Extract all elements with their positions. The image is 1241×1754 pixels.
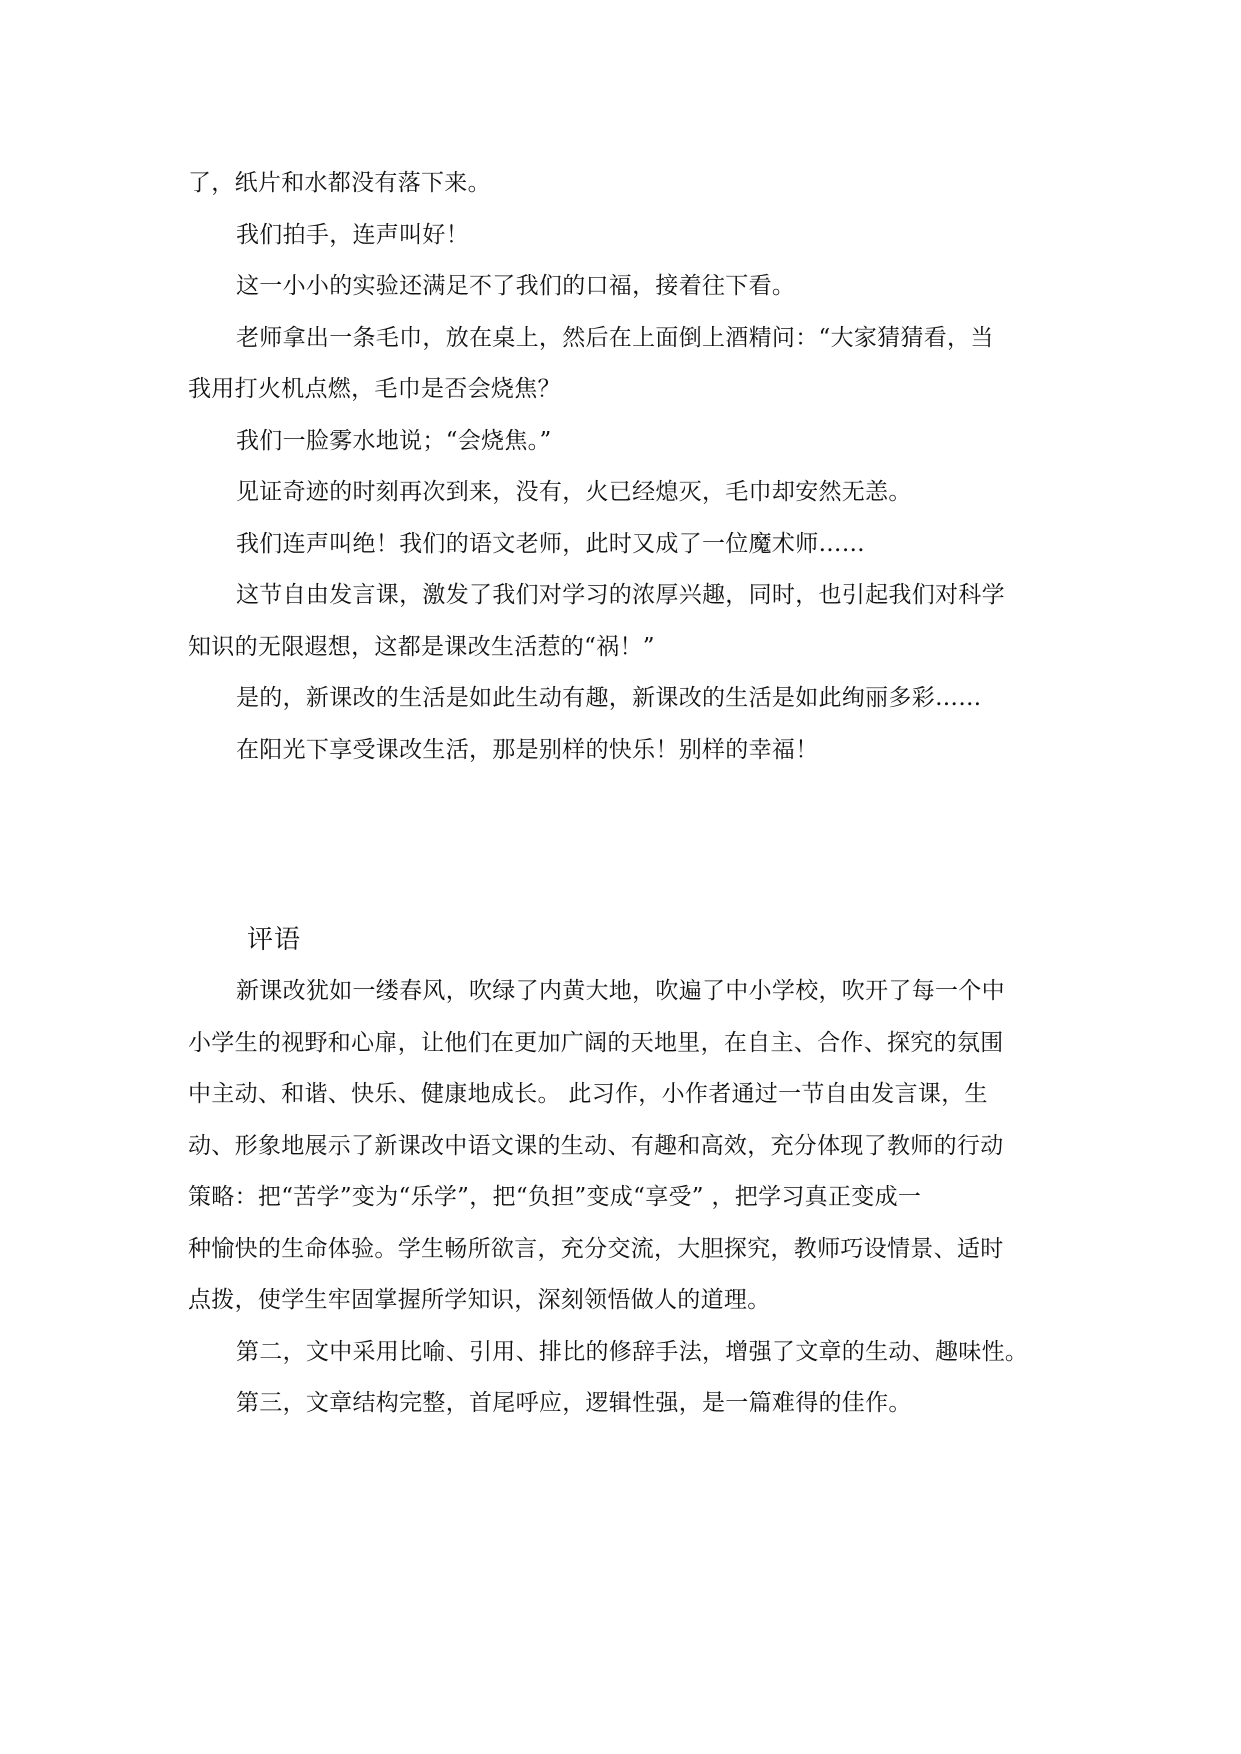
story-line: 老师拿出一条毛巾，放在桌上，然后在上面倒上酒精问：“大家猜猜看，当 bbox=[236, 324, 994, 351]
story-line: 了，纸片和水都没有落下来。 bbox=[188, 170, 491, 196]
comment-heading: 评语 bbox=[247, 925, 302, 955]
story-body bbox=[188, 158, 1063, 776]
story-line: 这节自由发言课，激发了我们对学习的浓厚兴趣，同时，也引起我们对科学 bbox=[236, 582, 1005, 608]
story-line: 我们拍手，连声叫好！ bbox=[236, 221, 469, 248]
story-line: 我用打火机点燃，毛巾是否会烧焦？ bbox=[188, 376, 561, 402]
story-line: 见证奇迹的时刻再次到来，没有，火已经熄灭，毛巾却安然无恙。 bbox=[236, 479, 912, 505]
comment-line: 策略：把“苦学”变为“乐学”，把“负担”变成“享受” ，把学习真正变成一 bbox=[188, 1184, 922, 1210]
comment-line: 第二，文中采用比喻、引用、排比的修辞手法，增强了文章的生动、趣味性。 bbox=[236, 1338, 1029, 1365]
comment-line: 新课改犹如一缕春风，吹绿了内黄大地，吹遍了中小学校，吹开了每一个中 bbox=[236, 978, 1005, 1004]
comment-line: 种愉快的生命体验。学生畅所欲言，充分交流，大胆探究，教师巧设情景、适时 bbox=[188, 1235, 1004, 1262]
story-line: 是的，新课改的生活是如此生动有趣，新课改的生活是如此绚丽多彩…… bbox=[236, 685, 982, 711]
comment-line: 点拨，使学生牢固掌握所学知识，深刻领悟做人的道理。 bbox=[188, 1287, 771, 1313]
comment-body bbox=[188, 966, 1063, 1430]
story-line: 我们连声叫绝！我们的语文老师，此时又成了一位魔术师…… bbox=[236, 530, 866, 557]
comment-line: 中主动、和谐、快乐、健康地成长。 此习作，小作者通过一节自由发言课，生 bbox=[188, 1081, 988, 1107]
story-line: 知识的无限遐想，这都是课改生活惹的“祸！” bbox=[188, 633, 655, 660]
story-line: 在阳光下享受课改生活，那是别样的快乐！别样的幸福！ bbox=[236, 736, 819, 763]
story-line: 我们一脸雾水地说；“会烧焦。” bbox=[236, 427, 552, 454]
story-line: 这一小小的实验还满足不了我们的口福，接着往下看。 bbox=[236, 273, 796, 299]
comment-line: 动、形象地展示了新课改中语文课的生动、有趣和高效，充分体现了教师的行动 bbox=[188, 1132, 1004, 1159]
comment-line: 第三，文章结构完整，首尾呼应，逻辑性强，是一篇难得的佳作。 bbox=[236, 1390, 912, 1416]
comment-line: 小学生的视野和心扉，让他们在更加广阔的天地里，在自主、合作、探究的氛围 bbox=[188, 1029, 1004, 1056]
